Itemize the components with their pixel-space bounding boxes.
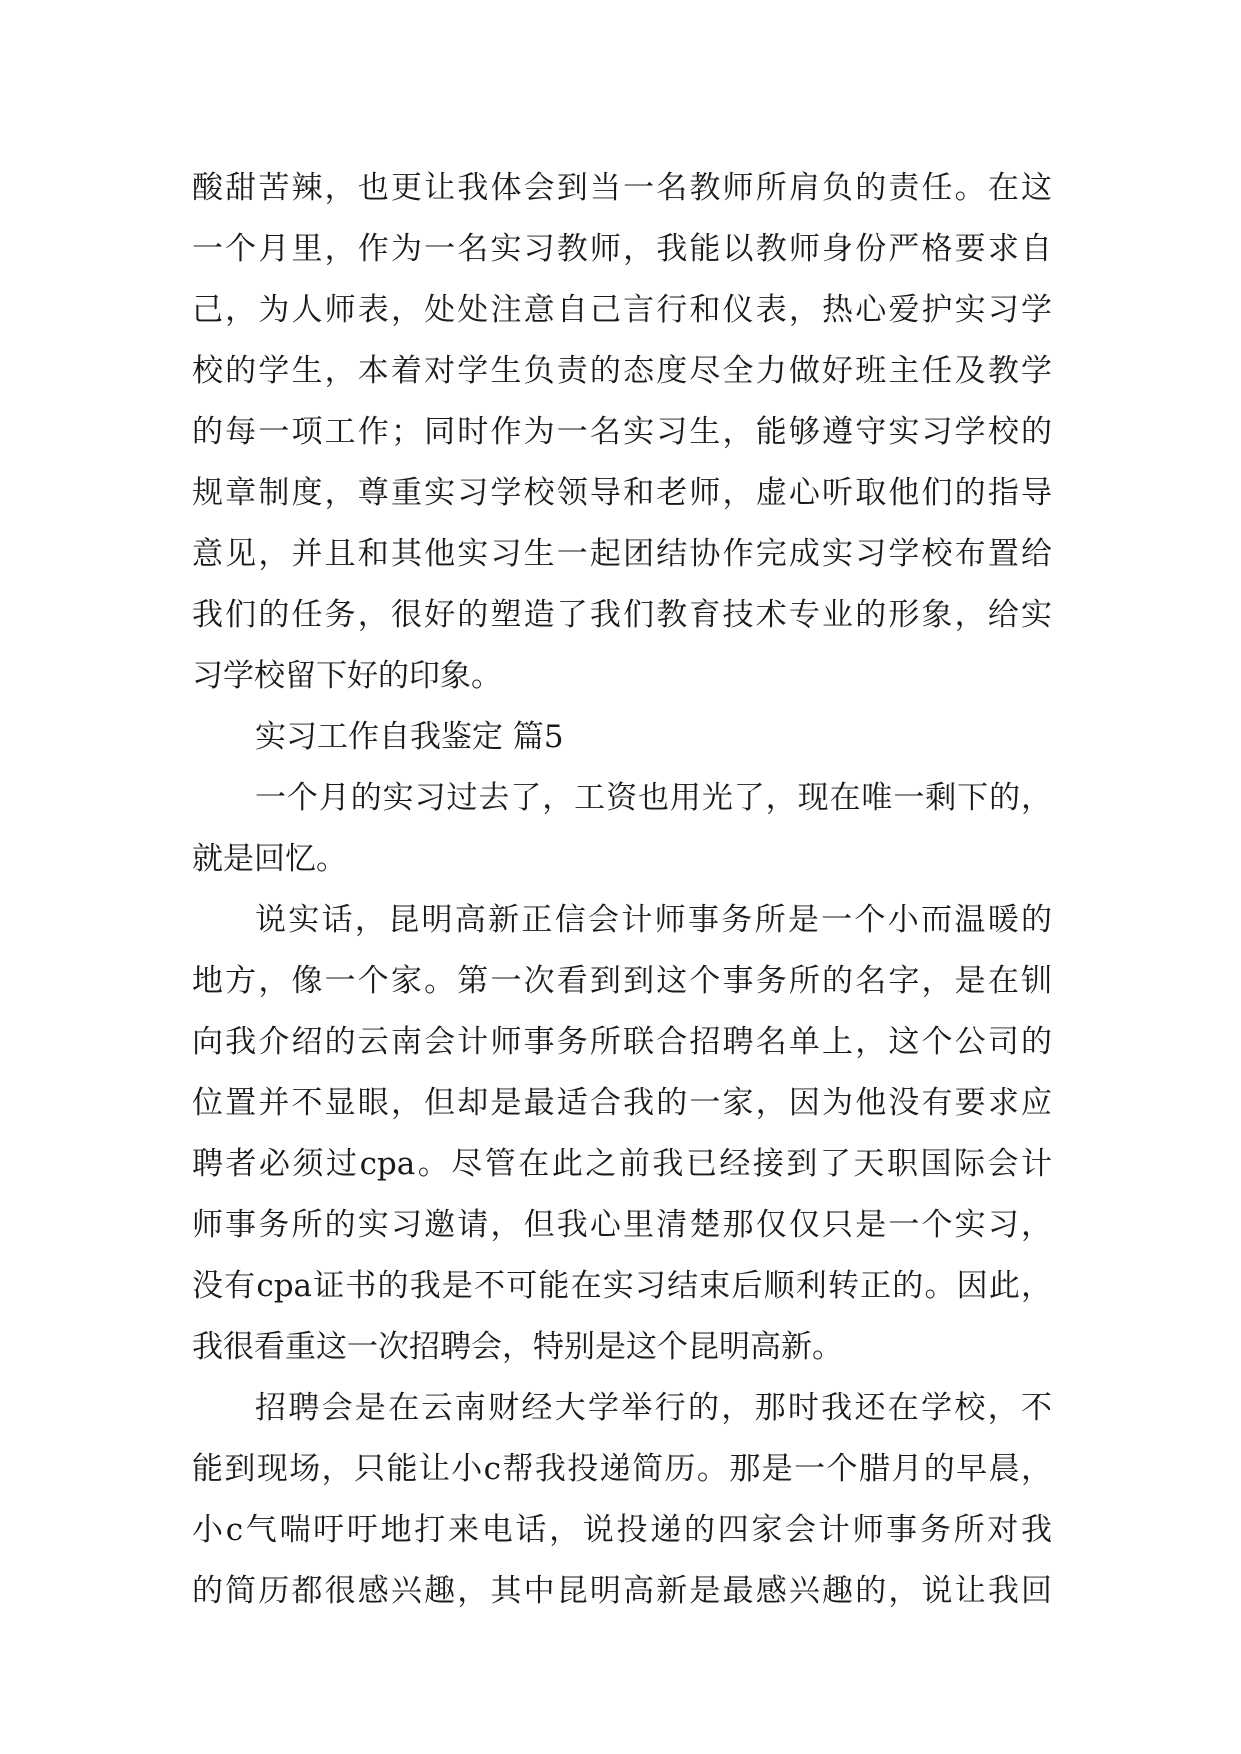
text-line: 习学校留下好的印象。 [192,658,502,694]
text-line: 我很看重这一次招聘会，特别是这个昆明高新。 [192,1329,843,1365]
text-line: 位置并不显眼，但却是最适合我的一家，因为他没有要求应 [192,1085,1052,1121]
text-line: 意见，并且和其他实习生一起团结协作完成实习学校布置给 [192,536,1052,572]
text-line: 一个月里，作为一名实习教师，我能以教师身份严格要求自 [192,231,1052,267]
text-line: 就是回忆。 [192,841,347,877]
text-line: 规章制度，尊重实习学校领导和老师，虚心听取他们的指导 [192,475,1052,511]
text-line: 说实话，昆明高新正信会计师事务所是一个小而温暖的 [255,902,1052,938]
text-line: 酸甜苦辣，也更让我体会到当一名教师所肩负的责任。在这 [192,170,1052,206]
text-line: 小c气喘吁吁地打来电话，说投递的四家会计师事务所对我 [192,1512,1052,1548]
text-line: 聘者必须过cpa。尽管在此之前我已经接到了天职国际会计 [192,1146,1052,1182]
text-line: 招聘会是在云南财经大学举行的，那时我还在学校，不 [255,1390,1052,1426]
text-line: 的每一项工作；同时作为一名实习生，能够遵守实习学校的 [192,414,1052,450]
text-line: 的简历都很感兴趣，其中昆明高新是最感兴趣的，说让我回 [192,1573,1052,1609]
text-line: 地方，像一个家。第一次看到到这个事务所的名字，是在钏 [192,963,1052,999]
text-line: 能到现场，只能让小c帮我投递简历。那是一个腊月的早晨， [192,1451,1052,1487]
text-line: 一个月的实习过去了，工资也用光了，现在唯一剩下的， [255,780,1052,816]
text-line: 我们的任务，很好的塑造了我们教育技术专业的形象，给实 [192,597,1052,633]
text-line: 校的学生，本着对学生负责的态度尽全力做好班主任及教学 [192,353,1052,389]
text-line: 没有cpa证书的我是不可能在实习结束后顺利转正的。因此， [192,1268,1052,1304]
text-line: 己，为人师表，处处注意自己言行和仪表，热心爱护实习学 [192,292,1052,328]
text-line: 师事务所的实习邀请，但我心里清楚那仅仅只是一个实习， [192,1207,1052,1243]
text-line: 向我介绍的云南会计师事务所联合招聘名单上，这个公司的 [192,1024,1052,1060]
section-heading: 实习工作自我鉴定 篇5 [255,719,564,755]
document-body [192,158,1052,1622]
